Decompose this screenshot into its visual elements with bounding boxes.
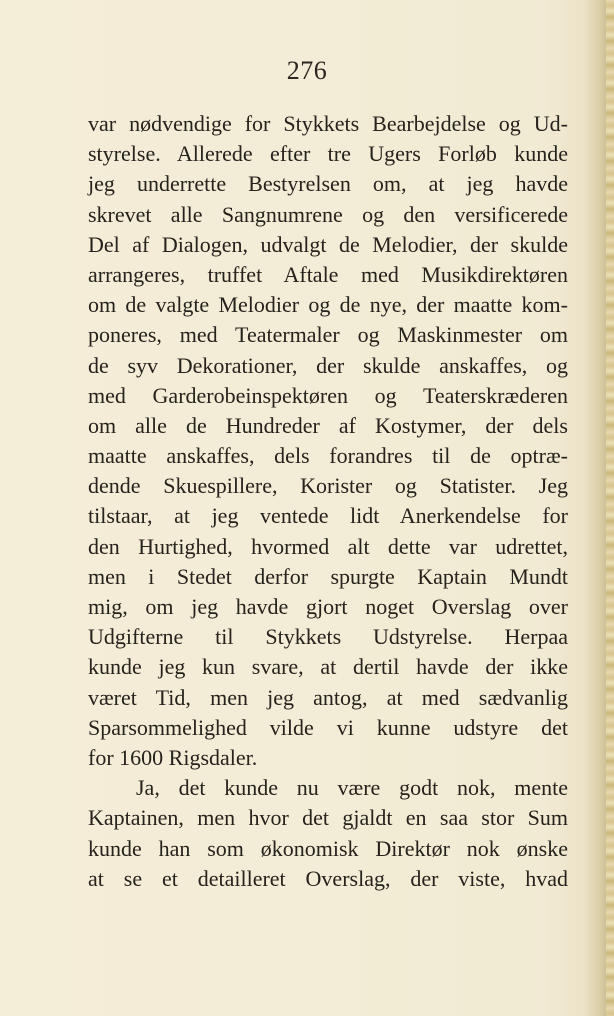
text-line: mig, om jeg havde gjort noget Overslag over bbox=[88, 594, 568, 619]
text-line: maatte anskaffes, dels forandres til de optræ- bbox=[88, 443, 568, 469]
text-line: skrevet alle Sangnumrene og den versificerede bbox=[88, 201, 568, 227]
text-line: arrangeres, truffet Aftale med Musikdirektøren bbox=[88, 261, 568, 287]
text-line: været Tid, men jeg antog, at med sædvanlig bbox=[88, 684, 568, 710]
text-line: Udgifterne til Stykkets Udstyrelse. Herpaa bbox=[88, 624, 568, 650]
paragraph-end-line: for 1600 Rigsdaler. bbox=[88, 744, 258, 770]
text-line: men i Stedet derfor spurgte Kaptain Mundt bbox=[88, 563, 568, 589]
page-edge bbox=[606, 0, 614, 1016]
text-line: Kaptainen, men hvor det gjaldt en saa stor Sum bbox=[88, 805, 568, 831]
text-line: poneres, med Teatermaler og Maskinmester om bbox=[88, 322, 568, 348]
text-line: jeg underrette Bestyrelsen om, at jeg havde bbox=[88, 171, 568, 197]
body-text bbox=[88, 109, 568, 894]
text-line: den Hurtighed, hvormed alt dette var udrettet, bbox=[88, 533, 568, 559]
text-line: om de valgte Melodier og de nye, der maatte kom- bbox=[88, 292, 568, 318]
text-line: Sparsommelighed vilde vi kunne udstyre det bbox=[88, 714, 568, 740]
text-line: med Garderobeinspektøren og Teaterskræderen bbox=[88, 382, 568, 408]
text-line: dende Skuespillere, Korister og Statister. Jeg bbox=[88, 473, 568, 499]
text-line: var nødvendige for Stykkets Bearbejdelse og Ud- bbox=[88, 111, 568, 136]
page-number: 276 bbox=[286, 56, 328, 85]
text-line: at se et detailleret Overslag, der viste, hvad bbox=[88, 865, 568, 891]
text-line: de syv Dekorationer, der skulde anskaffes, og bbox=[88, 352, 568, 378]
paragraph-start-line: Ja, det kunde nu være godt nok, mente bbox=[136, 775, 568, 801]
text-line: Del af Dialogen, udvalgt de Melodier, der skulde bbox=[88, 231, 568, 257]
text-line: kunde han som økonomisk Direktør nok ønske bbox=[88, 835, 568, 861]
text-line: kunde jeg kun svare, at dertil havde der ikke bbox=[88, 654, 568, 680]
text-line: styrelse. Allerede efter tre Ugers Forløb kunde bbox=[88, 141, 568, 167]
text-line: tilstaar, at jeg ventede lidt Anerkendelse for bbox=[88, 503, 568, 529]
text-line: om alle de Hundreder af Kostymer, der dels bbox=[88, 412, 568, 438]
